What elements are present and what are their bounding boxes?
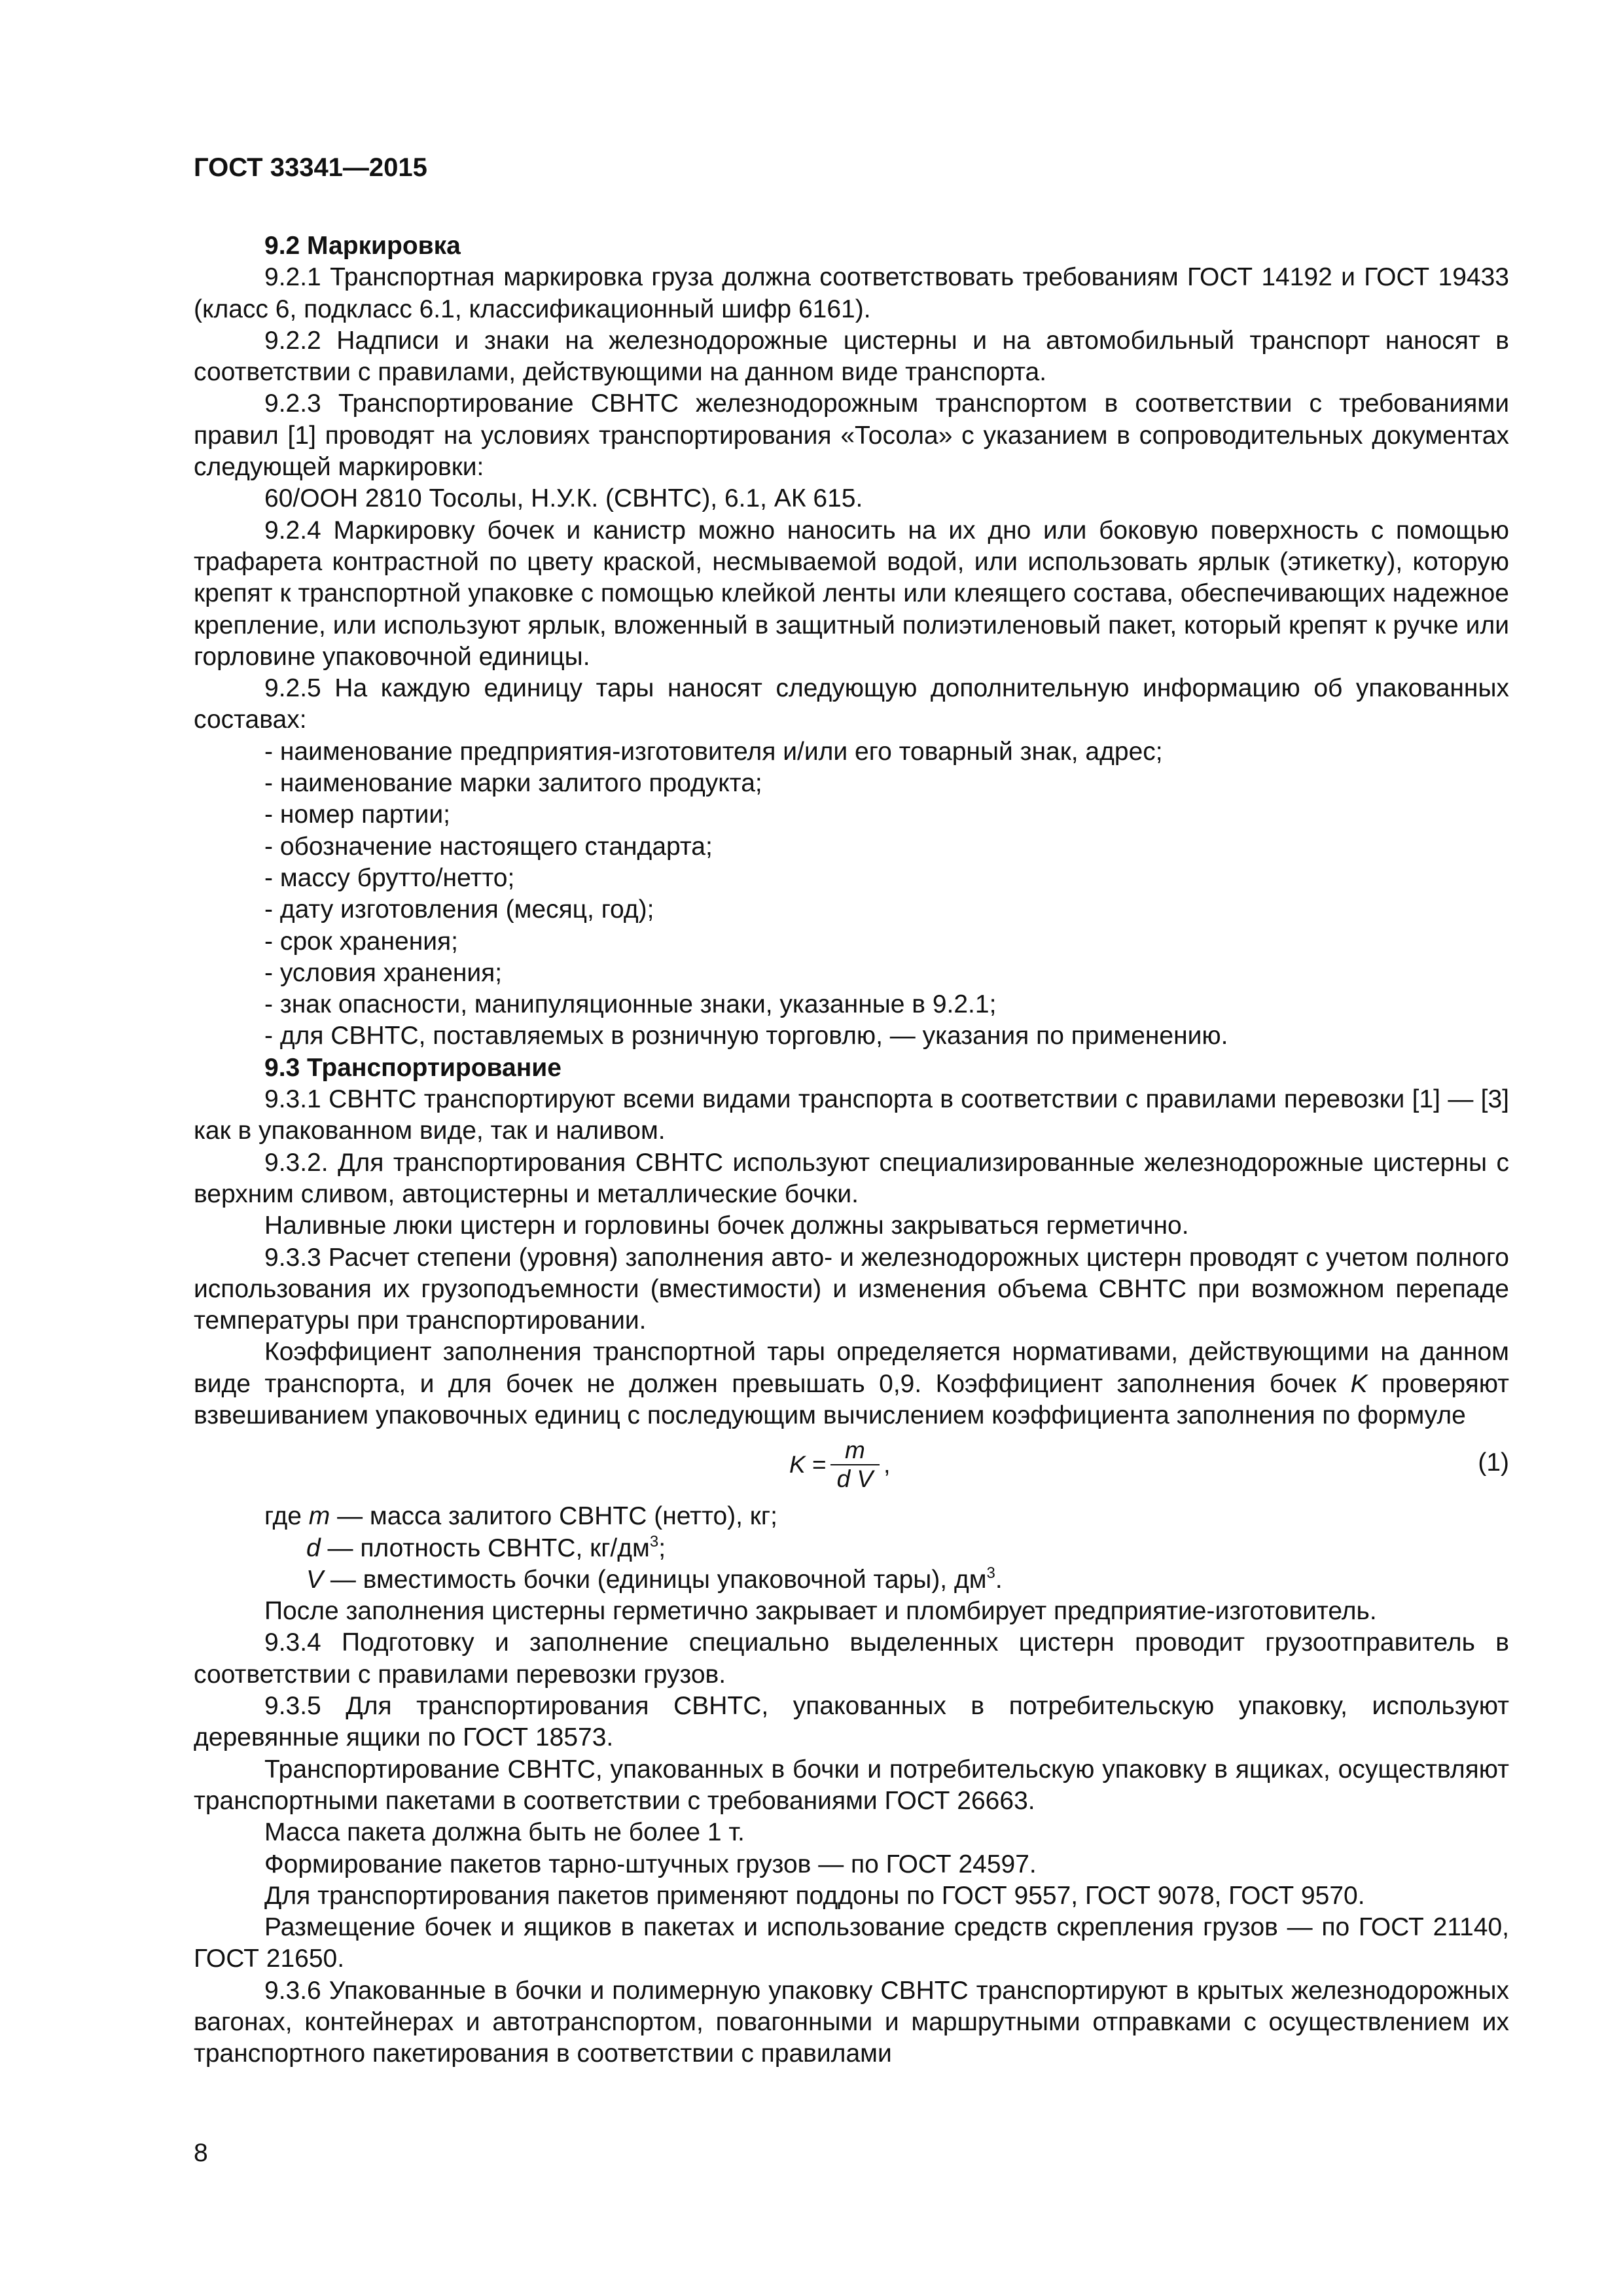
section-heading: 9.3 Транспортирование [264, 1053, 562, 1082]
paragraph: Масса пакета должна быть не более 1 т. [264, 1818, 745, 1847]
list-item: - наименование марки залитого продукта; [264, 769, 762, 798]
list-item: - для СВНТС, поставляемых в розничную торговлю, — указания по применению. [264, 1022, 1228, 1050]
formula-number: (1) [1478, 1448, 1509, 1477]
paragraph: 9.3.6 Упакованные в бочки и полимерную упаковку СВНТС транспортируют в крытых железнодорожных вагонах, контейнерах и автотранспортом, повагонными и маршрутными отправками с осуществлением их транспортного пакетирования в соответствии с правилами [194, 1976, 1509, 2068]
section-heading: 9.2 Маркировка [264, 232, 461, 260]
paragraph: 60/ООН 2810 Тосолы, Н.У.К. (СВНТС), 6.1, АК 615. [264, 484, 863, 513]
page-number: 8 [194, 2139, 208, 2167]
list-item: - номер партии; [264, 800, 450, 829]
paragraph: Транспортирование СВНТС, упакованных в бочки и потребительскую упаковку в ящиках, осуществляют транспортными пакетами в соответствии с требованиями ГОСТ 26663. [194, 1755, 1509, 1815]
paragraph: 9.3.5 Для транспортирования СВНТС, упакованных в потребительскую упаковку, используют деревянные ящики по ГОСТ 18573. [194, 1692, 1509, 1752]
paragraph: Коэффициент заполнения транспортной тары определяется нормативами, действующими на данном виде транспорта, и для бочек не должен превышать 0,9. Коэффициент заполнения бочек K проверяют взвешиванием упаковочных единиц с последующим вычислением коэффициента заполнения по формуле [194, 1338, 1509, 1429]
list-item: - дату изготовления (месяц, год); [264, 895, 654, 924]
paragraph: После заполнения цистерны герметично закрывает и пломбирует предприятие-изготовитель. [264, 1597, 1377, 1626]
definition-d: d — плотность СВНТС, $кг/дм^3$; [306, 1532, 666, 1562]
formula-fraction [830, 1437, 880, 1493]
definition-v: V — вместимость бочки (единицы упаковочной тары), $дм^3$. [306, 1564, 1003, 1594]
text-section-transport [194, 1596, 1509, 2070]
list-item: - массу брутто/нетто; [264, 863, 515, 892]
paragraph: Наливные люки цистерн и горловины бочек должны закрываться герметично. [264, 1211, 1189, 1240]
list-item: - срок хранения; [264, 927, 458, 956]
formula-1 [194, 1431, 1509, 1501]
list-item: - обозначение настоящего стандарта; [264, 832, 713, 861]
formula-definitions [194, 1501, 1509, 1596]
paragraph: 9.2.4 Маркировку бочек и канистр можно наносить на их дно или боковую поверхность с помощью трафарета контрастной по цвету краской, несмываемой водой, или использовать ярлык (этикетку), которую крепят к транспортной упаковке с помощью клейкой ленты или клеящего состава, обеспечивающих надежное крепление, или используют ярлык, вложенный в защитный полиэтиленовый пакет, который крепят к ручке или горловине упаковочной единицы. [194, 516, 1509, 671]
list-item: - знак опасности, манипуляционные знаки, указанные в 9.2.1; [264, 990, 997, 1019]
paragraph: 9.2.1 Транспортная маркировка груза должна соответствовать требованиям ГОСТ 14192 и ГОСТ 19433 (класс 6, подкласс 6.1, классификационный шифр 6161). [194, 263, 1509, 323]
formula-denominator: d V [830, 1464, 880, 1493]
definition-m: где m — масса залитого СВНТС (нетто), кг; [264, 1502, 777, 1531]
list-item: - наименование предприятия-изготовителя и/или его товарный знак, адрес; [264, 737, 1163, 766]
paragraph: Для транспортирования пакетов применяют поддоны по ГОСТ 9557, ГОСТ 9078, ГОСТ 9570. [264, 1881, 1365, 1910]
paragraph: 9.3.1 СВНТС транспортируют всеми видами транспорта в соответствии с правилами перевозки [1] — [3] как в упакованном виде, так и наливом. [194, 1085, 1509, 1145]
formula-expression [789, 1437, 890, 1493]
list-item: - условия хранения; [264, 958, 503, 987]
paragraph: 9.2.2 Надписи и знаки на железнодорожные цистерны и на автомобильный транспорт наносят в соответствии с правилами, действующими на данном виде транспорта. [194, 326, 1509, 387]
paragraph: 9.2.3 Транспортирование СВНТС железнодорожным транспортом в соответствии с требованиями правил [1] проводят на условиях транспортирования «Тосола» с указанием в сопроводительных документах следующей маркировки: [194, 389, 1509, 482]
formula-numerator: m [844, 1437, 865, 1464]
paragraph: Формирование пакетов тарно-штучных грузов — по ГОСТ 24597. [264, 1850, 1037, 1878]
paragraph: 9.3.2. Для транспортирования СВНТС используют специализированные железнодорожные цистерны с верхним сливом, автоцистерны и металлические бочки. [194, 1148, 1509, 1208]
paragraph: 9.3.4 Подготовку и заполнение специально выделенных цистерн проводит грузоотправитель в соответствии с правилами перевозки грузов. [194, 1628, 1509, 1689]
formula-lhs: K = [789, 1451, 827, 1479]
formula-comma: , [883, 1451, 891, 1479]
document-header: ГОСТ 33341—2015 [194, 153, 427, 182]
paragraph: 9.3.3 Расчет степени (уровня) заполнения авто- и железнодорожных цистерн проводят с учетом полного использования их грузоподъемности (вместимости) и изменения объема СВНТС при возможном перепаде температуры при транспортировании. [194, 1243, 1509, 1335]
document-page [194, 152, 1509, 2070]
paragraph: Размещение бочек и ящиков в пакетах и использование средств скрепления грузов — по ГОСТ 21140, ГОСТ 21650. [194, 1913, 1509, 1973]
text-section-marking [194, 230, 1509, 1431]
paragraph: 9.2.5 На каждую единицу тары наносят следующую дополнительную информацию об упакованных составах: [194, 674, 1509, 734]
